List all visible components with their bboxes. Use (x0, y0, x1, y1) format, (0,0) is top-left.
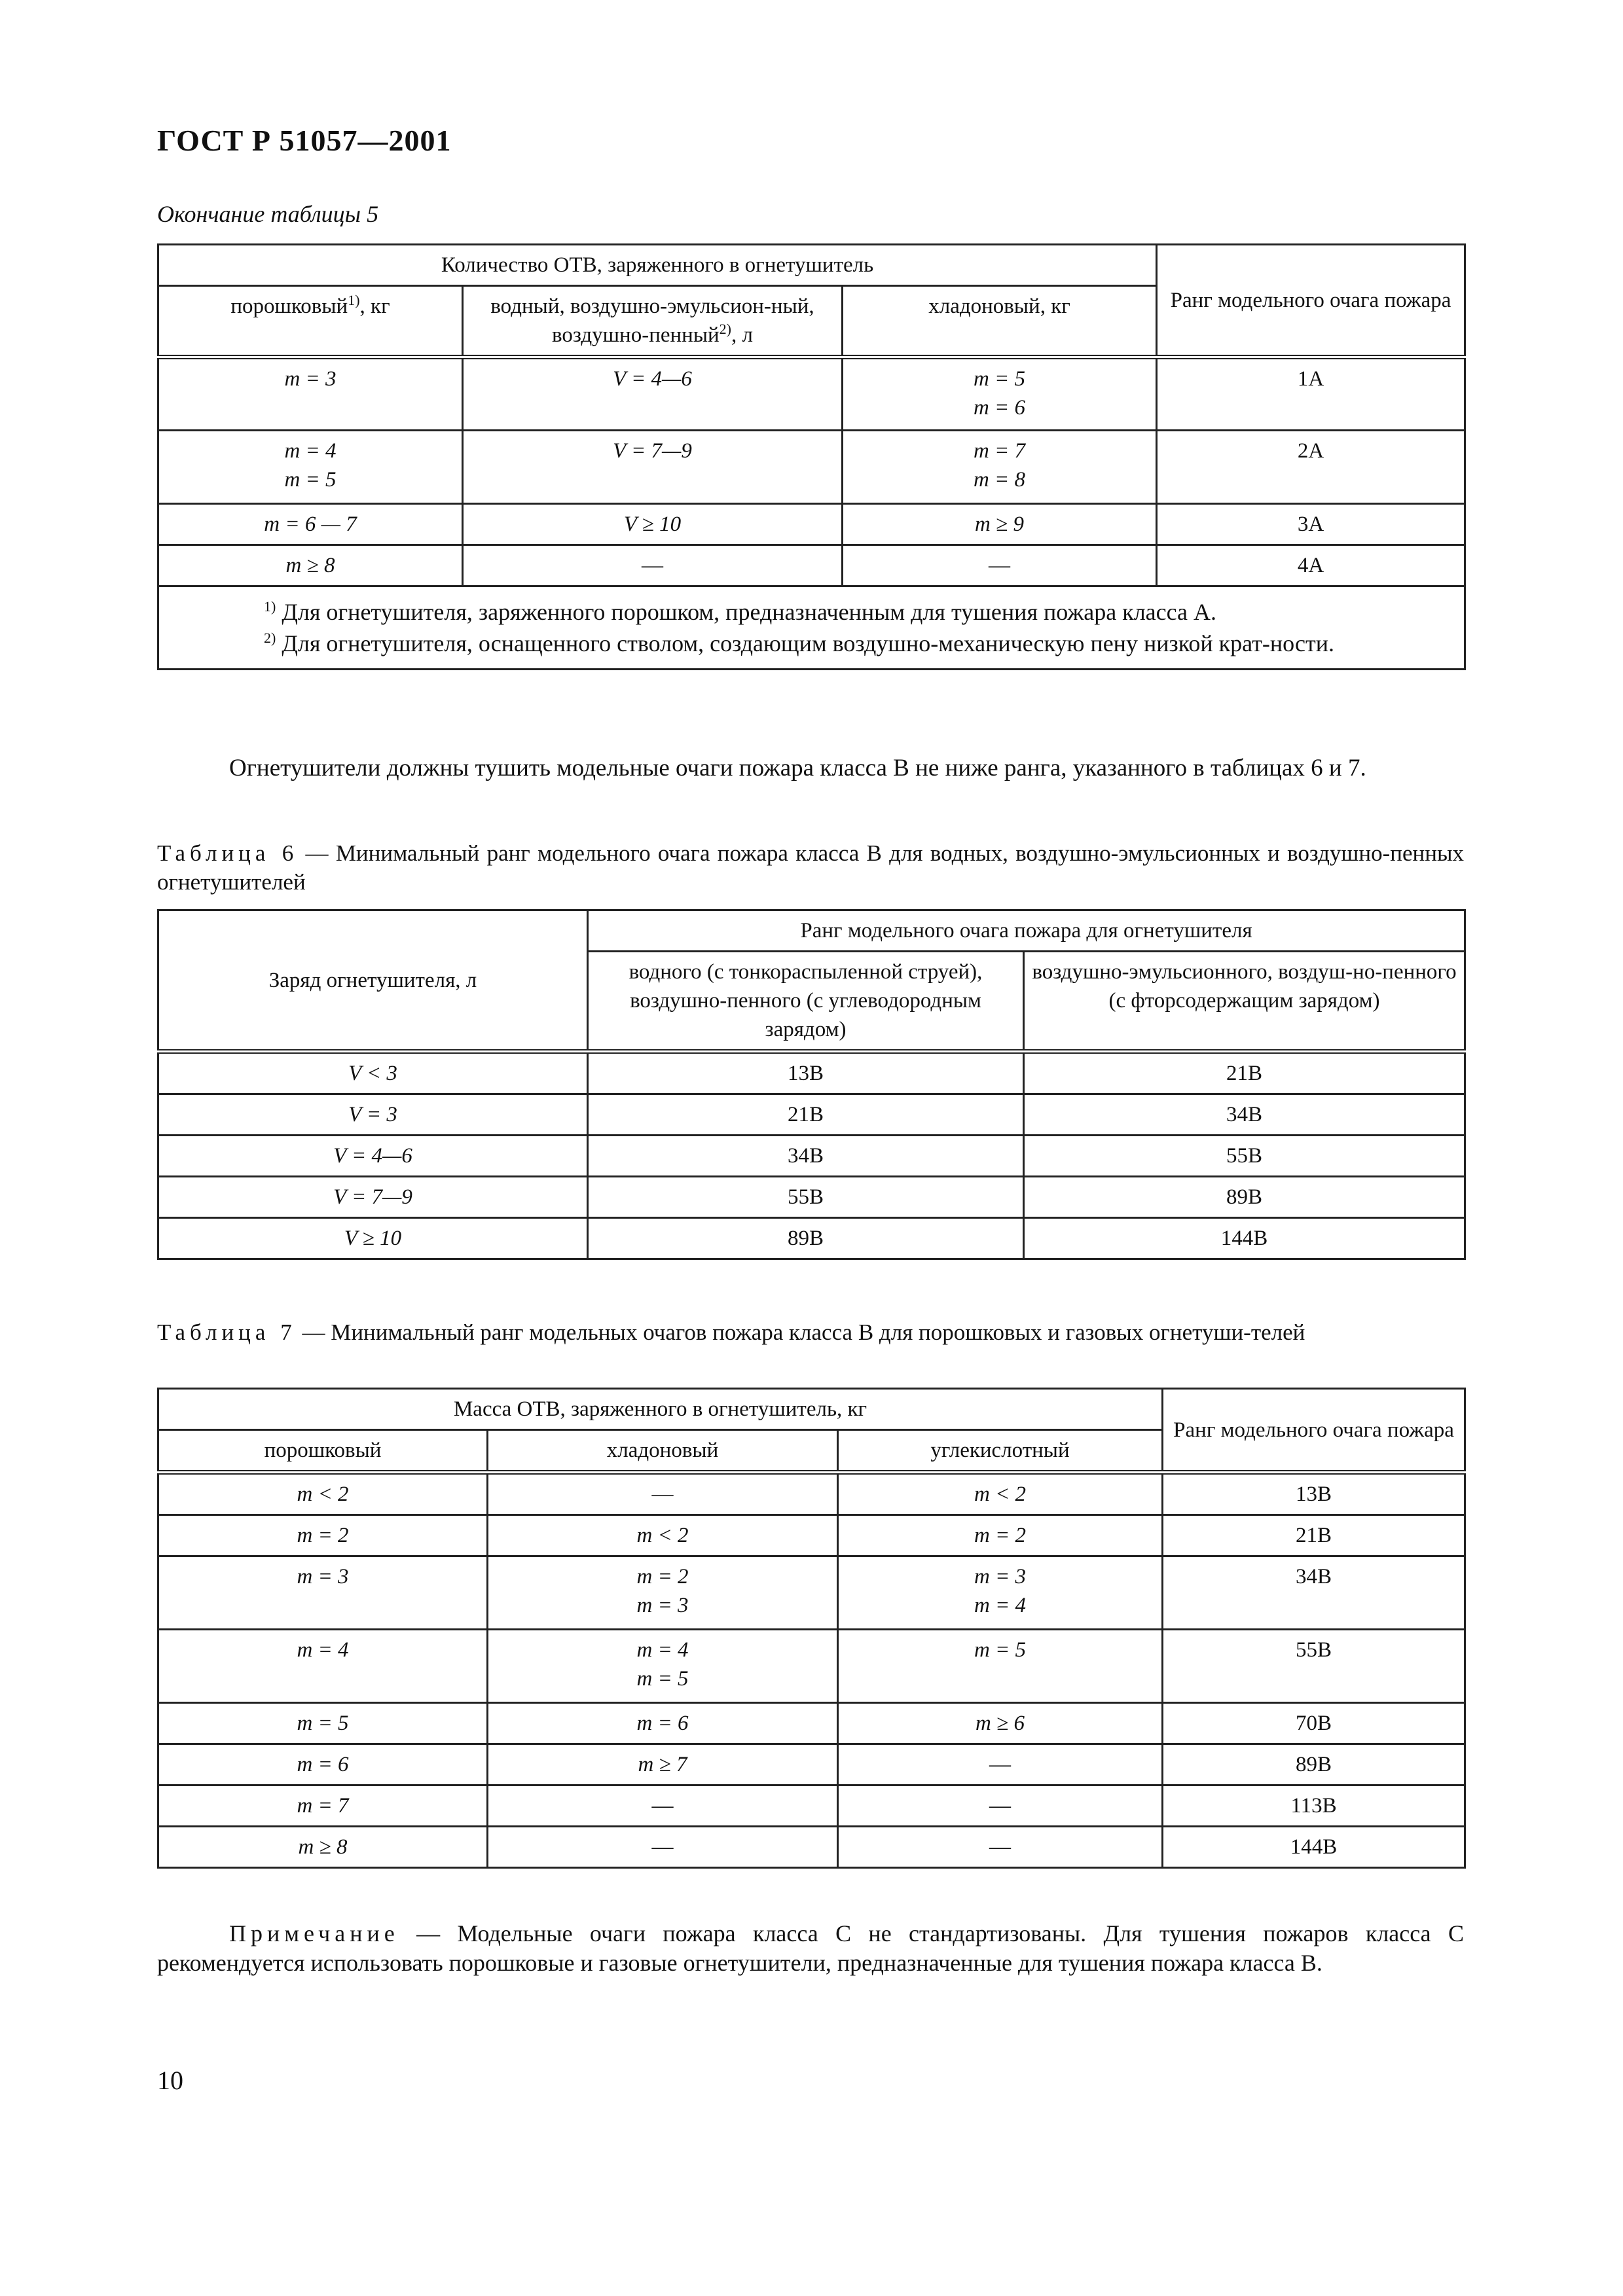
table-row (158, 504, 1465, 545)
table5-col-halon: хладоновый, кг (843, 286, 1157, 357)
table7-cell-powder: m = 3 (158, 1556, 488, 1630)
table5-cell-rank: 4A (1157, 545, 1465, 586)
table5-cell-rank: 2A (1157, 431, 1465, 504)
table-row (158, 357, 1465, 431)
table5-cell-water: V = 7—9 (463, 431, 843, 504)
table7-cell-halon: m = 4 m = 5 (488, 1630, 838, 1703)
table-row (158, 545, 1465, 586)
table7-cell-halon: m = 6 (488, 1703, 838, 1744)
table6-cell-charge: V ≥ 10 (158, 1218, 588, 1259)
table5-col-rank: Ранг модельного очага пожара (1157, 245, 1465, 357)
table7-cell-powder: m < 2 (158, 1473, 488, 1515)
table7-cell-powder: m = 2 (158, 1515, 488, 1556)
table7-cell-powder: m ≥ 8 (158, 1827, 488, 1868)
table5-group-header: Количество ОТВ, заряженного в огнетушитель (158, 245, 1157, 286)
table-row (158, 1177, 1465, 1218)
table7-cell-halon: m ≥ 7 (488, 1744, 838, 1785)
table7-cell-powder: m = 4 (158, 1630, 488, 1703)
table6-cell-foam: 55B (1024, 1136, 1465, 1177)
table5-cell-water: — (463, 545, 843, 586)
table6-cell-water: 34B (588, 1136, 1024, 1177)
table6-cell-charge: V = 7—9 (158, 1177, 588, 1218)
table6-col-foam: воздушно-эмульсионного, воздуш-но-пенного (с фторсодержащим зарядом) (1024, 952, 1465, 1052)
table6-col-water: водного (с тонкораспыленной струей), воздушно-пенного (с углеводородным зарядом) (588, 952, 1024, 1052)
table7-col-rank: Ранг модельного очага пожара (1163, 1389, 1465, 1473)
table7-cell-halon: — (488, 1785, 838, 1827)
table5-cell-water: V ≥ 10 (463, 504, 843, 545)
table7-col-powder: порошковый (158, 1430, 488, 1473)
table7-cell-rank: 34B (1163, 1556, 1465, 1630)
table6-cell-charge: V < 3 (158, 1052, 588, 1094)
table6-cell-water: 89B (588, 1218, 1024, 1259)
table7-cell-halon: m < 2 (488, 1515, 838, 1556)
table6-cell-foam: 89B (1024, 1177, 1465, 1218)
table7-group-header: Масса ОТВ, заряженного в огнетушитель, кг (158, 1389, 1163, 1430)
table5-cell-powder: m = 4 m = 5 (158, 431, 463, 504)
table7-cell-co2: m < 2 (838, 1473, 1163, 1515)
table-row (158, 1515, 1465, 1556)
table6-cell-water: 21B (588, 1094, 1024, 1136)
table7-cell-rank: 70B (1163, 1703, 1465, 1744)
table7-cell-rank: 89B (1163, 1744, 1465, 1785)
table-row (158, 1785, 1465, 1827)
table7-cell-rank: 113B (1163, 1785, 1465, 1827)
table7-cell-halon: m = 2 m = 3 (488, 1556, 838, 1630)
table6-cell-foam: 34B (1024, 1094, 1465, 1136)
table5-cell-powder: m = 3 (158, 357, 463, 431)
table6-col-charge: Заряд огнетушителя, л (158, 910, 588, 1052)
table7-col-co2: углекислотный (838, 1430, 1163, 1473)
table7-caption: Таблица 7 — Минимальный ранг модельных очагов пожара класса В для порошковых и газовых огнетуши-телей (157, 1319, 1305, 1345)
table7-cell-co2: — (838, 1827, 1163, 1868)
table7-cell-co2: — (838, 1785, 1163, 1827)
table5-cell-halon: m = 7 m = 8 (843, 431, 1157, 504)
table6-cell-charge: V = 4—6 (158, 1136, 588, 1177)
table5-cell-water: V = 4—6 (463, 357, 843, 431)
table5-col-powder: порошковый$^{1)}$, кг (158, 286, 463, 357)
table7-cell-halon: — (488, 1473, 838, 1515)
table-row (158, 1556, 1465, 1630)
footnote-1: $^{1)}$ Для огнетушителя, заряженного порошком, предназначенным для тушения пожара класса А. (264, 598, 1217, 625)
table6-group-header: Ранг модельного очага пожара для огнетушителя (588, 910, 1465, 952)
footnote-2: $^{2)}$ Для огнетушителя, оснащенного стволом, создающим воздушно-механическую пену низкой крат-ности. (264, 630, 1335, 656)
body-paragraph: Огнетушители должны тушить модельные очаги пожара класса В не ниже ранга, указанного в таблицах 6 и 7. (229, 755, 1366, 781)
table5-caption: Окончание таблицы 5 (157, 201, 379, 227)
table7-cell-rank: 21B (1163, 1515, 1465, 1556)
table5-cell-rank: 3A (1157, 504, 1465, 545)
table5-col-water: водный, воздушно-эмульсион-ный, воздушно-пенный$^{2)}$, л (463, 286, 843, 357)
table7-cell-powder: m = 7 (158, 1785, 488, 1827)
table-row (158, 1703, 1465, 1744)
table6-caption: Таблица 6 — Минимальный ранг модельного очага пожара класса В для водных, воздушно-эмульсионных и воздушно-пенных огнетушителей (157, 840, 1464, 895)
table5-cell-rank: 1A (1157, 357, 1465, 431)
table-row (158, 1744, 1465, 1785)
table7-cell-co2: m = 2 (838, 1515, 1163, 1556)
table5-cell-halon: — (843, 545, 1157, 586)
table7-cell-halon: — (488, 1827, 838, 1868)
table7-cell-co2: m = 3 m = 4 (838, 1556, 1163, 1630)
table-row (158, 1827, 1465, 1868)
table5-cell-powder: m ≥ 8 (158, 545, 463, 586)
table7-cell-rank: 55B (1163, 1630, 1465, 1703)
table7-cell-powder: m = 5 (158, 1703, 488, 1744)
table7 (157, 1388, 1466, 1869)
table5-cell-halon: m = 5 m = 6 (843, 357, 1157, 431)
table-row (158, 1473, 1465, 1515)
table6-cell-water: 13B (588, 1052, 1024, 1094)
table7-cell-rank: 13B (1163, 1473, 1465, 1515)
table6-cell-foam: 144B (1024, 1218, 1465, 1259)
table-row (158, 431, 1465, 504)
table-row (158, 1136, 1465, 1177)
table-row (158, 1094, 1465, 1136)
table7-cell-powder: m = 6 (158, 1744, 488, 1785)
table6-cell-charge: V = 3 (158, 1094, 588, 1136)
table6-cell-foam: 21B (1024, 1052, 1465, 1094)
table5 (157, 243, 1466, 670)
table5-footnotes (158, 586, 1465, 670)
note-paragraph: Примечание — Модельные очаги пожара класса С не стандартизованы. Для тушения пожаров класса С рекомендуется использовать порошковые и газовые огнетушители, предназначенные для тушения пожара класса В. (157, 1920, 1464, 1976)
table5-cell-halon: m ≥ 9 (843, 504, 1157, 545)
table6-cell-water: 55B (588, 1177, 1024, 1218)
table6 (157, 909, 1466, 1260)
table-row (158, 1218, 1465, 1259)
table7-col-halon: хладоновый (488, 1430, 838, 1473)
table-row (158, 1052, 1465, 1094)
table5-cell-powder: m = 6 — 7 (158, 504, 463, 545)
page-number: 10 (157, 2066, 183, 2095)
table7-cell-co2: m = 5 (838, 1630, 1163, 1703)
document-title: ГОСТ Р 51057—2001 (157, 124, 452, 157)
table-row (158, 1630, 1465, 1703)
table7-cell-co2: — (838, 1744, 1163, 1785)
table7-cell-rank: 144B (1163, 1827, 1465, 1868)
table7-cell-co2: m ≥ 6 (838, 1703, 1163, 1744)
